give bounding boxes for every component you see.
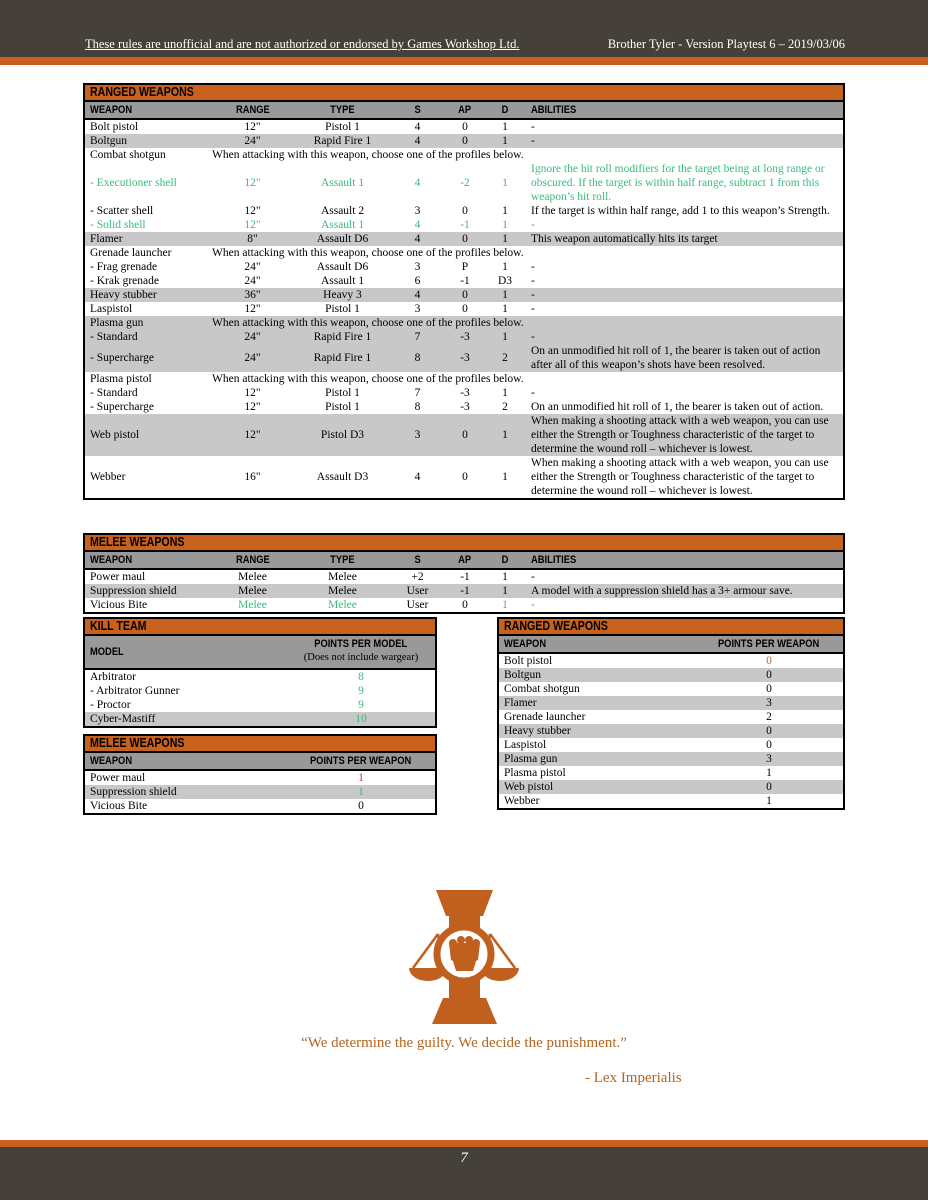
table-cell: 1 — [502, 599, 508, 611]
table-cell: 1 — [502, 219, 508, 231]
table-row — [85, 274, 843, 288]
table-row — [499, 766, 843, 780]
table-cell: - Standard — [90, 331, 138, 343]
table-cell: - — [531, 599, 535, 611]
table-row — [85, 712, 435, 726]
table-row — [85, 456, 843, 498]
table-cell: -3 — [460, 401, 470, 413]
table-row — [499, 668, 843, 682]
table-cell: - Frag grenade — [90, 261, 158, 273]
version-text: Brother Tyler - Version Playtest 6 – 2019/03/06 — [607, 37, 845, 51]
table-cell: 1 — [502, 585, 508, 597]
table-cell: This weapon automatically hits its target — [531, 233, 718, 245]
table-row — [85, 330, 843, 344]
table-cell: - Supercharge — [90, 401, 154, 413]
table-cell: Boltgun — [90, 135, 128, 147]
table-cell: Web pistol — [90, 429, 140, 441]
table-body — [85, 670, 435, 726]
bottom-accent-rule — [0, 1140, 928, 1147]
table-cell: Bolt pistol — [504, 655, 553, 667]
table-cell: 12" — [244, 177, 261, 189]
column-subheader: (Does not include wargear) — [303, 652, 419, 663]
table-cell: - — [531, 571, 535, 583]
flavor-quote: “We determine the guilty. We decide the punishment.” — [301, 1035, 627, 1051]
table-row — [499, 696, 843, 710]
table-cell: Melee — [328, 599, 357, 611]
table-cell: 8 — [414, 352, 421, 364]
table-cell: 24" — [244, 261, 261, 273]
table-row — [499, 710, 843, 724]
column-header: ABILITIES — [531, 104, 577, 116]
table-header-row — [499, 636, 843, 654]
table-cell: 12" — [244, 303, 261, 315]
table-row — [85, 246, 843, 260]
table-cell: Rapid Fire 1 — [313, 135, 372, 147]
table-cell: D3 — [497, 275, 513, 287]
table-row — [85, 288, 843, 302]
table-cell: When making a shooting attack with a web weapon, you can use either the Strength or Toughness characteristic of the target to determine the wound roll – whichever is lowest. — [531, 415, 829, 455]
table-cell: Web pistol — [504, 781, 554, 793]
column-header: S — [414, 104, 421, 116]
table-cell: 1 — [502, 331, 508, 343]
table-cell: Rapid Fire 1 — [313, 331, 372, 343]
table-cell: - — [531, 261, 535, 273]
table-cell: 1 — [502, 121, 508, 133]
table-cell: Melee — [238, 571, 267, 583]
table-row — [85, 372, 843, 386]
table-cell: 1 — [358, 772, 364, 784]
table-cell: 0 — [766, 781, 772, 793]
table-cell: Webber — [504, 795, 540, 807]
table-cell: Assault 1 — [320, 219, 365, 231]
table-cell: -2 — [460, 177, 470, 189]
table-cell: 0 — [766, 725, 772, 737]
table-row — [85, 785, 435, 799]
table-row — [499, 724, 843, 738]
table-cell: Combat shotgun — [504, 683, 580, 695]
table-row — [499, 794, 843, 808]
table-cell: When attacking with this weapon, choose one of the profiles below. — [212, 317, 524, 329]
table-row — [85, 386, 843, 400]
table-cell: - — [531, 275, 535, 287]
table-cell: Heavy stubber — [504, 725, 571, 737]
table-cell: 12" — [244, 219, 261, 231]
table-cell: 10 — [355, 713, 367, 725]
table-row — [499, 738, 843, 752]
table-row — [85, 204, 843, 218]
table-cell: 0 — [462, 599, 468, 611]
table-cell: 0 — [462, 289, 468, 301]
table-cell: - Supercharge — [90, 352, 154, 364]
table-cell: - — [531, 121, 535, 133]
table-cell: When making a shooting attack with a web weapon, you can use either the Strength or Toughness characteristic of the target to determine the wound roll – whichever is lowest. — [531, 457, 829, 497]
table-cell: Melee — [328, 571, 357, 583]
top-accent-rule — [0, 57, 928, 65]
table-row — [85, 232, 843, 246]
table-cell: 1 — [766, 767, 772, 779]
column-header: MODEL — [90, 646, 124, 658]
table-cell: - Arbitrator Gunner — [90, 685, 180, 697]
table-cell: 2 — [502, 352, 508, 364]
column-header: RANGE — [235, 104, 270, 116]
table-cell: 3 — [414, 261, 421, 273]
table-title: MELEE WEAPONS — [85, 736, 435, 753]
table-row — [85, 260, 843, 274]
table-cell: 9 — [358, 685, 364, 697]
table-cell: -3 — [460, 387, 470, 399]
table-cell: 1 — [502, 471, 508, 483]
table-cell: Bolt pistol — [90, 121, 139, 133]
table-title: RANGED WEAPONS — [499, 619, 843, 636]
table-cell: If the target is within half range, add 1 to this weapon’s Strength. — [531, 205, 830, 217]
table-cell: 1 — [502, 429, 508, 441]
table-cell: 0 — [462, 303, 468, 315]
table-header-row — [85, 636, 435, 670]
table-cell: Heavy stubber — [90, 289, 157, 301]
table-cell: -1 — [460, 219, 470, 231]
table-cell: Assault 1 — [320, 275, 365, 287]
table-cell: 0 — [462, 471, 468, 483]
table-cell: 0 — [766, 683, 772, 695]
table-cell: 1 — [502, 135, 508, 147]
melee-weapons-points-table — [83, 734, 437, 815]
column-header: D — [501, 554, 509, 566]
table-cell: 4 — [414, 233, 421, 245]
table-cell: +2 — [411, 571, 424, 583]
table-cell: 2 — [502, 401, 508, 413]
table-cell: Melee — [238, 585, 267, 597]
table-cell: Assault D6 — [316, 261, 369, 273]
table-cell: 3 — [414, 205, 421, 217]
table-body — [85, 570, 843, 612]
table-cell: 0 — [462, 205, 468, 217]
column-header: WEAPON — [504, 638, 547, 650]
table-cell: 1 — [502, 387, 508, 399]
table-cell: 1 — [502, 571, 508, 583]
column-header: AP — [458, 104, 472, 116]
table-cell: - Proctor — [90, 699, 131, 711]
table-cell: When attacking with this weapon, choose one of the profiles below. — [212, 247, 524, 259]
table-cell: On an unmodified hit roll of 1, the bearer is taken out of action after all of this weapon’s shots have been resolved. — [531, 345, 821, 371]
column-header: TYPE — [330, 104, 355, 116]
table-cell: Pistol D3 — [320, 429, 365, 441]
column-header: POINTS PER WEAPON — [310, 755, 412, 767]
table-cell: When attacking with this weapon, choose one of the profiles below. — [212, 149, 524, 161]
table-cell: Boltgun — [504, 669, 542, 681]
table-cell: 0 — [462, 135, 468, 147]
table-cell: 0 — [462, 121, 468, 133]
table-cell: User — [406, 585, 429, 597]
table-cell: 4 — [414, 289, 421, 301]
kill-team-points-table — [83, 617, 437, 728]
table-cell: Plasma pistol — [504, 767, 566, 779]
table-cell: Arbitrator — [90, 671, 136, 683]
table-cell: 24" — [244, 331, 261, 343]
table-cell: Flamer — [504, 697, 537, 709]
table-cell: Pistol 1 — [325, 303, 360, 315]
table-cell: 3 — [414, 303, 421, 315]
table-cell: 8" — [247, 233, 258, 245]
table-row — [85, 684, 435, 698]
table-cell: Power maul — [90, 571, 146, 583]
table-cell: 12" — [244, 401, 261, 413]
table-row — [85, 120, 843, 134]
table-cell: 4 — [414, 177, 421, 189]
table-cell: 12" — [244, 121, 261, 133]
table-cell: A model with a suppression shield has a 3+ armour save. — [531, 585, 793, 597]
table-cell: Webber — [90, 471, 126, 483]
table-cell: 1 — [358, 786, 364, 798]
table-body — [85, 120, 843, 498]
table-cell: 1 — [502, 177, 508, 189]
ranged-weapons-points-table — [497, 617, 845, 810]
table-cell: 0 — [766, 655, 772, 667]
table-body — [85, 771, 435, 813]
column-header: AP — [458, 554, 472, 566]
table-cell: 8 — [358, 671, 364, 683]
table-cell: -3 — [460, 331, 470, 343]
table-cell: 0 — [462, 429, 468, 441]
table-cell: 1 — [766, 795, 772, 807]
table-cell: - Solid shell — [90, 219, 146, 231]
table-cell: 12" — [244, 205, 261, 217]
table-cell: Combat shotgun — [90, 149, 166, 161]
table-cell: Rapid Fire 1 — [313, 352, 372, 364]
table-cell: Pistol 1 — [325, 121, 360, 133]
column-header: TYPE — [330, 554, 355, 566]
table-cell: 4 — [414, 135, 421, 147]
table-cell: - Executioner shell — [90, 177, 177, 189]
table-cell: - — [531, 303, 535, 315]
table-cell: Flamer — [90, 233, 123, 245]
table-row — [499, 780, 843, 794]
table-cell: - — [531, 219, 535, 231]
table-cell: 2 — [766, 711, 772, 723]
table-row — [85, 771, 435, 785]
table-header-row — [85, 753, 435, 771]
table-cell: 3 — [766, 753, 772, 765]
table-row — [85, 698, 435, 712]
table-cell: 1 — [502, 289, 508, 301]
table-cell: 8 — [414, 401, 421, 413]
table-cell: 12" — [244, 387, 261, 399]
table-row — [85, 218, 843, 232]
table-header-row — [85, 552, 843, 570]
table-row — [499, 654, 843, 668]
table-cell: -1 — [460, 275, 470, 287]
table-cell: 4 — [414, 471, 421, 483]
table-cell: Pistol 1 — [325, 401, 360, 413]
table-cell: Heavy 3 — [323, 289, 362, 301]
table-cell: - Standard — [90, 387, 138, 399]
table-cell: Plasma gun — [90, 317, 144, 329]
table-cell: Ignore the hit roll modifiers for the target being at long range or obscured. If the target is within half range, subtract 1 from this weapon’s hit roll. — [531, 163, 825, 203]
table-cell: Power maul — [90, 772, 146, 784]
table-cell: 12" — [244, 429, 261, 441]
table-title: RANGED WEAPONS — [85, 85, 843, 102]
melee-weapons-table — [83, 533, 845, 614]
table-cell: 0 — [766, 669, 772, 681]
table-cell: Plasma gun — [504, 753, 558, 765]
table-cell: Suppression shield — [90, 585, 177, 597]
table-cell: -1 — [460, 585, 470, 597]
column-header: WEAPON — [90, 104, 133, 116]
table-cell: 0 — [766, 739, 772, 751]
table-cell: Plasma pistol — [90, 373, 152, 385]
table-cell: 6 — [414, 275, 421, 287]
bottom-footer-bar — [0, 1147, 928, 1200]
table-title: MELEE WEAPONS — [85, 535, 843, 552]
table-row — [85, 400, 843, 414]
column-header: POINTS PER WEAPON — [718, 638, 820, 650]
top-header-bar — [0, 0, 928, 57]
table-cell: -1 — [460, 571, 470, 583]
adeptus-arbites-scales-icon — [403, 888, 523, 1033]
quote-attribution: - Lex Imperialis — [585, 1070, 682, 1086]
table-row — [85, 799, 435, 813]
table-cell: Assault D3 — [316, 471, 369, 483]
table-cell: Cyber-Mastiff — [90, 713, 156, 725]
table-cell: 16" — [244, 471, 261, 483]
table-cell: When attacking with this weapon, choose one of the profiles below. — [212, 373, 524, 385]
column-header: WEAPON — [90, 554, 133, 566]
table-cell: - — [531, 331, 535, 343]
table-row — [85, 598, 843, 612]
table-cell: 7 — [414, 331, 421, 343]
table-cell: Laspistol — [90, 303, 133, 315]
table-cell: On an unmodified hit roll of 1, the bearer is taken out of action. — [531, 401, 824, 413]
table-cell: Vicious Bite — [90, 800, 148, 812]
table-cell: 3 — [766, 697, 772, 709]
table-row — [85, 584, 843, 598]
table-cell: Melee — [328, 585, 357, 597]
table-row — [85, 670, 435, 684]
column-header: ABILITIES — [531, 554, 577, 566]
page-number: 7 — [460, 1150, 468, 1166]
table-cell: - — [531, 387, 535, 399]
table-cell: User — [406, 599, 429, 611]
table-cell: P — [461, 261, 469, 273]
column-header: WEAPON — [90, 755, 133, 767]
table-row — [499, 752, 843, 766]
column-header: POINTS PER MODEL — [314, 638, 408, 650]
table-cell: - Krak grenade — [90, 275, 159, 287]
table-row — [85, 414, 843, 456]
table-row — [85, 344, 843, 372]
table-cell: Laspistol — [504, 739, 547, 751]
table-cell: 4 — [414, 219, 421, 231]
column-header: D — [501, 104, 509, 116]
table-cell: 0 — [462, 233, 468, 245]
table-cell: Assault 1 — [320, 177, 365, 189]
table-title: KILL TEAM — [85, 619, 435, 636]
table-header-row — [85, 102, 843, 120]
table-cell: Suppression shield — [90, 786, 177, 798]
table-cell: Assault D6 — [316, 233, 369, 245]
column-header: RANGE — [235, 554, 270, 566]
table-row — [85, 316, 843, 330]
table-row — [85, 148, 843, 162]
table-cell: 9 — [358, 699, 364, 711]
table-cell: 3 — [414, 429, 421, 441]
table-body — [499, 654, 843, 808]
table-cell: 24" — [244, 352, 261, 364]
table-row — [499, 682, 843, 696]
table-cell: 7 — [414, 387, 421, 399]
table-row — [85, 302, 843, 316]
table-cell: Vicious Bite — [90, 599, 148, 611]
table-cell: 36" — [244, 289, 261, 301]
table-cell: 1 — [502, 261, 508, 273]
table-row — [85, 570, 843, 584]
column-header: S — [414, 554, 421, 566]
table-cell: - — [531, 289, 535, 301]
table-cell: Pistol 1 — [325, 387, 360, 399]
table-cell: -3 — [460, 352, 470, 364]
table-row — [85, 134, 843, 148]
table-cell: 1 — [502, 233, 508, 245]
table-cell: 24" — [244, 275, 261, 287]
table-cell: 4 — [414, 121, 421, 133]
table-cell: Assault 2 — [320, 205, 365, 217]
table-cell: 1 — [502, 205, 508, 217]
table-cell: Melee — [238, 599, 267, 611]
table-row — [85, 162, 843, 204]
table-cell: - — [531, 135, 535, 147]
ranged-weapons-table — [83, 83, 845, 500]
table-cell: 1 — [502, 303, 508, 315]
table-cell: - Scatter shell — [90, 205, 154, 217]
table-cell: Grenade launcher — [90, 247, 172, 259]
table-cell: 0 — [358, 800, 364, 812]
table-cell: 24" — [244, 135, 261, 147]
table-cell: Grenade launcher — [504, 711, 586, 723]
disclaimer-text: These rules are unofficial and are not authorized or endorsed by Games Workshop Ltd. — [85, 37, 520, 51]
